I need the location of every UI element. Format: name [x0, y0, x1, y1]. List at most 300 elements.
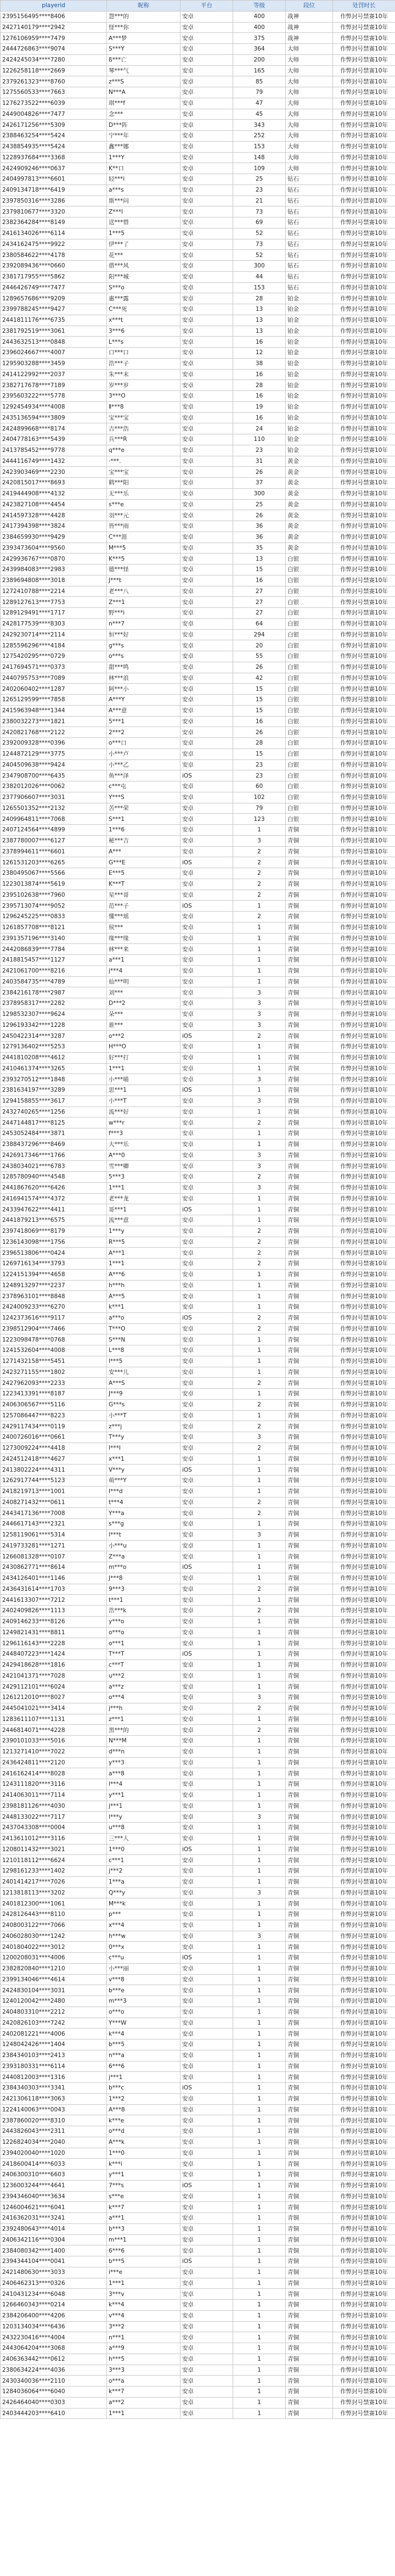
- cell-platform: 安卓: [180, 1291, 233, 1302]
- cell-playerid: 2429230714****2114: [1, 629, 107, 640]
- cell-platform: 安卓: [180, 673, 233, 684]
- cell-rank: 铂金: [286, 358, 333, 369]
- cell-rank: 钻石: [286, 261, 333, 272]
- cell-rank: 铂金: [286, 445, 333, 456]
- cell-playerid: 2444116749****1432: [1, 456, 107, 467]
- cell-punishment: 作弊封号禁赛10年: [333, 705, 395, 716]
- cell-rank: 白银: [286, 597, 333, 608]
- cell-punishment: 作弊封号禁赛10年: [333, 814, 395, 825]
- cell-platform: 安卓: [180, 412, 233, 423]
- cell-platform: 安卓: [180, 228, 233, 239]
- cell-platform: 安卓: [180, 933, 233, 944]
- cell-rank: 铂金: [286, 401, 333, 412]
- table-row: [1, 543, 395, 554]
- cell-nickname: E***5: [107, 868, 180, 879]
- cell-platform: 安卓: [180, 1529, 233, 1540]
- cell-rank: 白银: [286, 608, 333, 619]
- cell-playerid: 2445041021****3414: [1, 1703, 107, 1714]
- cell-playerid: 2433947622****4411: [1, 1204, 107, 1215]
- table-row: [1, 825, 395, 836]
- table-row: [1, 2376, 395, 2387]
- cell-nickname: 羽***元: [107, 510, 180, 521]
- cell-level: 1: [233, 1649, 286, 1660]
- cell-playerid: 2426917346****1766: [1, 1150, 107, 1161]
- cell-punishment: 作弊封号禁赛10年: [333, 1985, 395, 1996]
- cell-punishment: 作弊封号禁赛10年: [333, 445, 395, 456]
- cell-nickname: 花***: [107, 250, 180, 261]
- cell-playerid: 2424512418****4627: [1, 1454, 107, 1465]
- cell-rank: 青铜: [286, 1356, 333, 1367]
- cell-level: 23: [233, 445, 286, 456]
- cell-rank: 青铜: [286, 2245, 333, 2256]
- cell-punishment: 作弊封号禁赛10年: [333, 152, 395, 163]
- cell-level: 1: [233, 1909, 286, 1920]
- cell-nickname: I***d: [107, 1486, 180, 1497]
- table-row: [1, 944, 395, 955]
- cell-nickname: 1***Y: [107, 152, 180, 163]
- cell-playerid: 1213818113****3202: [1, 1887, 107, 1898]
- cell-platform: 安卓: [180, 781, 233, 792]
- cell-punishment: 作弊封号禁赛10年: [333, 2202, 395, 2213]
- cell-playerid: 2384659930****9429: [1, 532, 107, 543]
- cell-punishment: 作弊封号禁赛10年: [333, 1432, 395, 1443]
- cell-rank: 青铜: [286, 1866, 333, 1877]
- cell-punishment: 作弊封号禁赛10年: [333, 185, 395, 195]
- cell-playerid: 2381792519****3061: [1, 326, 107, 337]
- cell-platform: 安卓: [180, 261, 233, 272]
- cell-punishment: 作弊封号禁赛10年: [333, 2234, 395, 2245]
- cell-playerid: 2440812003****1316: [1, 2072, 107, 2083]
- cell-punishment: 作弊封号禁赛10年: [333, 2343, 395, 2354]
- cell-level: 1: [233, 2223, 286, 2234]
- cell-punishment: 作弊封号禁赛10年: [333, 109, 395, 120]
- cell-punishment: 作弊封号禁赛10年: [333, 2332, 395, 2343]
- table-row: [1, 781, 395, 792]
- cell-level: 1: [233, 1996, 286, 2007]
- cell-nickname: 阿***小: [107, 684, 180, 695]
- cell-rank: 白银: [286, 662, 333, 673]
- table-row: [1, 640, 395, 651]
- cell-rank: 青铜: [286, 1508, 333, 1519]
- cell-punishment: 作弊封号禁赛10年: [333, 380, 395, 391]
- cell-punishment: 作弊封号禁赛10年: [333, 1692, 395, 1703]
- cell-nickname: o***s: [107, 651, 180, 662]
- cell-playerid: 2402081221****4006: [1, 2029, 107, 2039]
- cell-punishment: 作弊封号禁赛10年: [333, 1128, 395, 1139]
- cell-platform: 安卓: [180, 44, 233, 55]
- cell-playerid: 1226258118****2669: [1, 65, 107, 76]
- cell-playerid: 2398181126****4030: [1, 1801, 107, 1812]
- table-row: [1, 705, 395, 716]
- table-row: [1, 2332, 395, 2343]
- cell-punishment: 作弊封号禁赛10年: [333, 1259, 395, 1270]
- cell-platform: 安卓: [180, 2039, 233, 2050]
- table-row: [1, 1562, 395, 1573]
- cell-level: 28: [233, 293, 286, 304]
- table-row: [1, 2137, 395, 2148]
- cell-level: 16: [233, 337, 286, 348]
- cell-nickname: 林***来: [107, 944, 180, 955]
- cell-nickname: c***T: [107, 1659, 180, 1670]
- cell-nickname: K***T: [107, 879, 180, 890]
- cell-rank: 青铜: [286, 1107, 333, 1117]
- cell-playerid: 2450422314****3287: [1, 1031, 107, 1042]
- cell-rank: 青铜: [286, 1454, 333, 1465]
- cell-playerid: 2421061700****8216: [1, 965, 107, 976]
- cell-playerid: 2387780007****6127: [1, 835, 107, 846]
- cell-platform: 安卓: [180, 684, 233, 695]
- cell-rank: 青铜: [286, 1985, 333, 1996]
- cell-platform: 安卓: [180, 22, 233, 33]
- cell-level: 15: [233, 684, 286, 695]
- cell-playerid: 1257086447****8223: [1, 1410, 107, 1421]
- cell-nickname: j***h: [107, 1703, 180, 1714]
- cell-playerid: 2403584735****4789: [1, 976, 107, 987]
- cell-nickname: a***9: [107, 2343, 180, 2354]
- cell-playerid: 1261212010****8027: [1, 1692, 107, 1703]
- cell-rank: 青铜: [286, 912, 333, 923]
- cell-platform: 安卓: [180, 2278, 233, 2289]
- cell-playerid: 2441867620****6426: [1, 1182, 107, 1193]
- cell-playerid: 2401812300****1061: [1, 1898, 107, 1909]
- cell-nickname: A***梦: [107, 33, 180, 44]
- cell-playerid: 2402060402****1287: [1, 684, 107, 695]
- cell-level: 294: [233, 629, 286, 640]
- cell-level: 1: [233, 1562, 286, 1573]
- table-row: [1, 1812, 395, 1823]
- cell-nickname: 3***6: [107, 326, 180, 337]
- cell-punishment: 作弊封号禁赛10年: [333, 1942, 395, 1953]
- table-row: [1, 87, 395, 98]
- cell-rank: 青铜: [286, 1606, 333, 1617]
- table-row: [1, 358, 395, 369]
- cell-level: 15: [233, 748, 286, 759]
- cell-nickname: o***4: [107, 1692, 180, 1703]
- cell-playerid: 2395603222****5778: [1, 391, 107, 402]
- cell-level: 1: [233, 2137, 286, 2148]
- cell-nickname: A***: [107, 846, 180, 857]
- cell-platform: 安卓: [180, 488, 233, 499]
- table-row: [1, 499, 395, 510]
- cell-playerid: 2415963948****1344: [1, 705, 107, 716]
- cell-platform: 安卓: [180, 2007, 233, 2018]
- cell-rank: 青铜: [286, 2093, 333, 2104]
- table-row: [1, 2191, 395, 2202]
- cell-level: 1: [233, 1367, 286, 1378]
- cell-nickname: 1***0: [107, 2148, 180, 2159]
- cell-level: 13: [233, 315, 286, 326]
- cell-playerid: 2417394398****3824: [1, 521, 107, 532]
- cell-punishment: 作弊封号禁赛10年: [333, 1616, 395, 1627]
- cell-playerid: 1261531203****6265: [1, 857, 107, 868]
- cell-nickname: n***1: [107, 2332, 180, 2343]
- cell-platform: 安卓: [180, 618, 233, 629]
- table-row: [1, 2170, 395, 2181]
- cell-level: 1: [233, 2050, 286, 2061]
- cell-platform: 安卓: [180, 293, 233, 304]
- table-row: [1, 2354, 395, 2365]
- cell-rank: 大师: [286, 109, 333, 120]
- cell-platform: 安卓: [180, 1963, 233, 1974]
- cell-playerid: 2444726863****9074: [1, 44, 107, 55]
- cell-level: 1: [233, 1356, 286, 1367]
- cell-playerid: 2421306118****3063: [1, 2093, 107, 2104]
- table-row: [1, 1421, 395, 1432]
- table-row: [1, 1953, 395, 1964]
- cell-playerid: 2441811176****6735: [1, 315, 107, 326]
- cell-level: 3: [233, 1887, 286, 1898]
- cell-rank: 白银: [286, 792, 333, 803]
- cell-punishment: 作弊封号禁赛10年: [333, 2256, 395, 2267]
- cell-platform: 安卓: [180, 1486, 233, 1497]
- cell-level: 1: [233, 1128, 286, 1139]
- cell-punishment: 作弊封号禁赛10年: [333, 1020, 395, 1031]
- cell-platform: 安卓: [180, 1302, 233, 1313]
- cell-nickname: 小***u: [107, 1540, 180, 1551]
- cell-level: 1: [233, 1269, 286, 1280]
- cell-rank: 白银: [286, 738, 333, 749]
- cell-playerid: 1249821431****8811: [1, 1627, 107, 1638]
- cell-nickname: V***y: [107, 1465, 180, 1476]
- cell-playerid: 2395102638****7960: [1, 890, 107, 901]
- cell-playerid: 2380032273****1821: [1, 716, 107, 727]
- cell-nickname: S***1: [107, 814, 180, 825]
- cell-playerid: 1275560533****7663: [1, 87, 107, 98]
- table-row: [1, 1519, 395, 1530]
- cell-playerid: 1296245225****0833: [1, 912, 107, 923]
- cell-playerid: 2410461374****3265: [1, 1063, 107, 1074]
- cell-rank: 青铜: [286, 1020, 333, 1031]
- table-row: [1, 1736, 395, 1747]
- cell-rank: 白银: [286, 586, 333, 597]
- cell-punishment: 作弊封号禁赛10年: [333, 76, 395, 87]
- table-row: [1, 1085, 395, 1096]
- cell-punishment: 作弊封号禁赛10年: [333, 608, 395, 619]
- cell-level: 3: [233, 1020, 286, 1031]
- cell-nickname: 安***儿: [107, 1367, 180, 1378]
- cell-rank: 青铜: [286, 1974, 333, 1985]
- cell-punishment: 作弊封号禁赛10年: [333, 2245, 395, 2256]
- cell-playerid: 2384340103****2413: [1, 2050, 107, 2061]
- cell-level: 1: [233, 1616, 286, 1627]
- cell-level: 44: [233, 271, 286, 282]
- cell-rank: 青铜: [286, 2234, 333, 2245]
- table-row: [1, 2300, 395, 2311]
- cell-punishment: 作弊封号禁赛10年: [333, 1681, 395, 1692]
- cell-level: 23: [233, 185, 286, 195]
- cell-playerid: 2420815017****8693: [1, 478, 107, 489]
- cell-rank: 青铜: [286, 2202, 333, 2213]
- table-row: [1, 933, 395, 944]
- cell-level: 2: [233, 1725, 286, 1736]
- table-row: [1, 2104, 395, 2115]
- table-row: [1, 250, 395, 261]
- cell-level: 1: [233, 2310, 286, 2321]
- cell-level: 1: [233, 1768, 286, 1779]
- table-row: [1, 2365, 395, 2376]
- cell-level: 1: [233, 1519, 286, 1530]
- table-row: [1, 206, 395, 217]
- cell-level: 47: [233, 98, 286, 109]
- cell-platform: 安卓: [180, 120, 233, 131]
- cell-nickname: 鹤***阳: [107, 478, 180, 489]
- cell-nickname: 9***3: [107, 1584, 180, 1595]
- cell-level: 16: [233, 716, 286, 727]
- table-row: [1, 1052, 395, 1063]
- cell-rank: 青铜: [286, 2408, 333, 2419]
- cell-rank: 青铜: [286, 2050, 333, 2061]
- cell-punishment: 作弊封号禁赛10年: [333, 467, 395, 478]
- cell-level: 31: [233, 456, 286, 467]
- cell-punishment: 作弊封号禁赛10年: [333, 1606, 395, 1617]
- cell-punishment: 作弊封号禁赛10年: [333, 1237, 395, 1248]
- cell-punishment: 作弊封号禁赛10年: [333, 1117, 395, 1128]
- cell-playerid: 2442086839****7784: [1, 944, 107, 955]
- cell-rank: 青铜: [286, 2321, 333, 2332]
- cell-level: 3: [233, 1161, 286, 1172]
- cell-level: 2: [233, 1117, 286, 1128]
- cell-punishment: 作弊封号禁赛10年: [333, 239, 395, 250]
- cell-platform: iOS: [180, 901, 233, 912]
- cell-platform: 安卓: [180, 944, 233, 955]
- table-row: [1, 98, 395, 109]
- cell-platform: 安卓: [180, 879, 233, 890]
- cell-level: 1: [233, 2321, 286, 2332]
- cell-platform: 安卓: [180, 434, 233, 445]
- table-row: [1, 2267, 395, 2278]
- cell-playerid: 2424899668****8174: [1, 423, 107, 434]
- cell-platform: 安卓: [180, 456, 233, 467]
- cell-platform: 安卓: [180, 1269, 233, 1280]
- cell-playerid: 2402409826****1113: [1, 1606, 107, 1617]
- cell-nickname: x***t: [107, 315, 180, 326]
- cell-punishment: 作弊封号禁赛10年: [333, 1508, 395, 1519]
- table-row: [1, 1009, 395, 1020]
- cell-platform: 安卓: [180, 2093, 233, 2104]
- cell-punishment: 作弊封号禁赛10年: [333, 727, 395, 738]
- cell-punishment: 作弊封号禁赛10年: [333, 2376, 395, 2387]
- cell-playerid: 2377906607****3031: [1, 792, 107, 803]
- table-row: [1, 456, 395, 467]
- cell-nickname: 1***y: [107, 1226, 180, 1237]
- cell-punishment: 作弊封号禁赛10年: [333, 65, 395, 76]
- cell-platform: iOS: [180, 1953, 233, 1964]
- cell-playerid: 2416362031****3241: [1, 2213, 107, 2224]
- cell-nickname: T***O: [107, 1323, 180, 1334]
- cell-platform: 安卓: [180, 575, 233, 586]
- cell-rank: 青铜: [286, 1703, 333, 1714]
- cell-nickname: 吉***浩: [107, 423, 180, 434]
- cell-level: 2: [233, 1172, 286, 1183]
- cell-platform: 安卓: [180, 380, 233, 391]
- cell-nickname: J***8: [107, 1573, 180, 1584]
- cell-rank: 青铜: [286, 2148, 333, 2159]
- cell-rank: 黄金: [286, 478, 333, 489]
- cell-platform: 安卓: [180, 1356, 233, 1367]
- cell-nickname: 甜***鸣: [107, 662, 180, 673]
- cell-punishment: 作弊封号禁赛10年: [333, 1389, 395, 1400]
- cell-playerid: 1236003244****4641: [1, 2180, 107, 2191]
- cell-playerid: 2449004826****7477: [1, 109, 107, 120]
- cell-nickname: x***4: [107, 1920, 180, 1931]
- cell-punishment: 作弊封号禁赛10年: [333, 1812, 395, 1823]
- cell-playerid: 1200208031****4006: [1, 1953, 107, 1964]
- cell-level: 1: [233, 1573, 286, 1584]
- cell-platform: iOS: [180, 857, 233, 868]
- cell-punishment: 作弊封号禁赛10年: [333, 684, 395, 695]
- cell-platform: 安卓: [180, 1421, 233, 1432]
- cell-playerid: 2413802224****4311: [1, 1465, 107, 1476]
- cell-nickname: 宝***宝: [107, 467, 180, 478]
- cell-platform: iOS: [180, 1562, 233, 1573]
- table-row: [1, 1172, 395, 1183]
- cell-playerid: 2384206400****4206: [1, 2310, 107, 2321]
- cell-nickname: A***意: [107, 705, 180, 716]
- cell-platform: 安卓: [180, 727, 233, 738]
- cell-rank: 大师: [286, 44, 333, 55]
- table-row: [1, 217, 395, 228]
- cell-rank: 青铜: [286, 1551, 333, 1562]
- cell-level: 2: [233, 1237, 286, 1248]
- cell-rank: 青铜: [286, 976, 333, 987]
- cell-level: 102: [233, 792, 286, 803]
- cell-level: 1: [233, 1963, 286, 1974]
- cell-punishment: 作弊封号禁赛10年: [333, 2180, 395, 2191]
- cell-level: 1: [233, 2148, 286, 2159]
- cell-playerid: 2397850316****3286: [1, 195, 107, 206]
- cell-platform: 安卓: [180, 565, 233, 575]
- cell-nickname: k***4: [107, 2029, 180, 2039]
- table-row: [1, 1757, 395, 1768]
- cell-platform: 安卓: [180, 1801, 233, 1812]
- cell-platform: 安卓: [180, 2191, 233, 2202]
- cell-rank: 青铜: [286, 1714, 333, 1725]
- cell-nickname: 浩***子: [107, 358, 180, 369]
- cell-rank: 青铜: [286, 2343, 333, 2354]
- cell-rank: 青铜: [286, 1898, 333, 1909]
- table-row: [1, 195, 395, 206]
- cell-punishment: 作弊封号禁赛10年: [333, 271, 395, 282]
- cell-punishment: 作弊封号禁赛10年: [333, 2387, 395, 2398]
- table-row: [1, 532, 395, 543]
- table-row: [1, 1866, 395, 1877]
- cell-punishment: 作弊封号禁赛10年: [333, 521, 395, 532]
- cell-rank: 青铜: [286, 1801, 333, 1812]
- cell-level: 1: [233, 1107, 286, 1117]
- cell-punishment: 作弊封号禁赛10年: [333, 1063, 395, 1074]
- cell-punishment: 作弊封号禁赛10年: [333, 2083, 395, 2094]
- cell-playerid: 2416134026****6114: [1, 228, 107, 239]
- table-row: [1, 759, 395, 770]
- table-row: [1, 554, 395, 565]
- cell-platform: 安卓: [180, 1367, 233, 1378]
- cell-playerid: 1208011432****3021: [1, 1844, 107, 1855]
- cell-punishment: 作弊封号禁赛10年: [333, 141, 395, 152]
- table-row: [1, 1725, 395, 1736]
- cell-punishment: 作弊封号禁赛10年: [333, 1302, 395, 1313]
- cell-punishment: 作弊封号禁赛10年: [333, 2061, 395, 2072]
- cell-level: 1: [233, 1985, 286, 1996]
- cell-rank: 青铜: [286, 2104, 333, 2115]
- table-row: [1, 1920, 395, 1931]
- cell-level: 1: [233, 2278, 286, 2289]
- cell-level: 2: [233, 1248, 286, 1259]
- cell-rank: 青铜: [286, 1529, 333, 1540]
- cell-rank: 青铜: [286, 1345, 333, 1356]
- cell-punishment: 作弊封号禁赛10年: [333, 423, 395, 434]
- cell-level: 16: [233, 391, 286, 402]
- cell-playerid: 2399788245****9427: [1, 304, 107, 315]
